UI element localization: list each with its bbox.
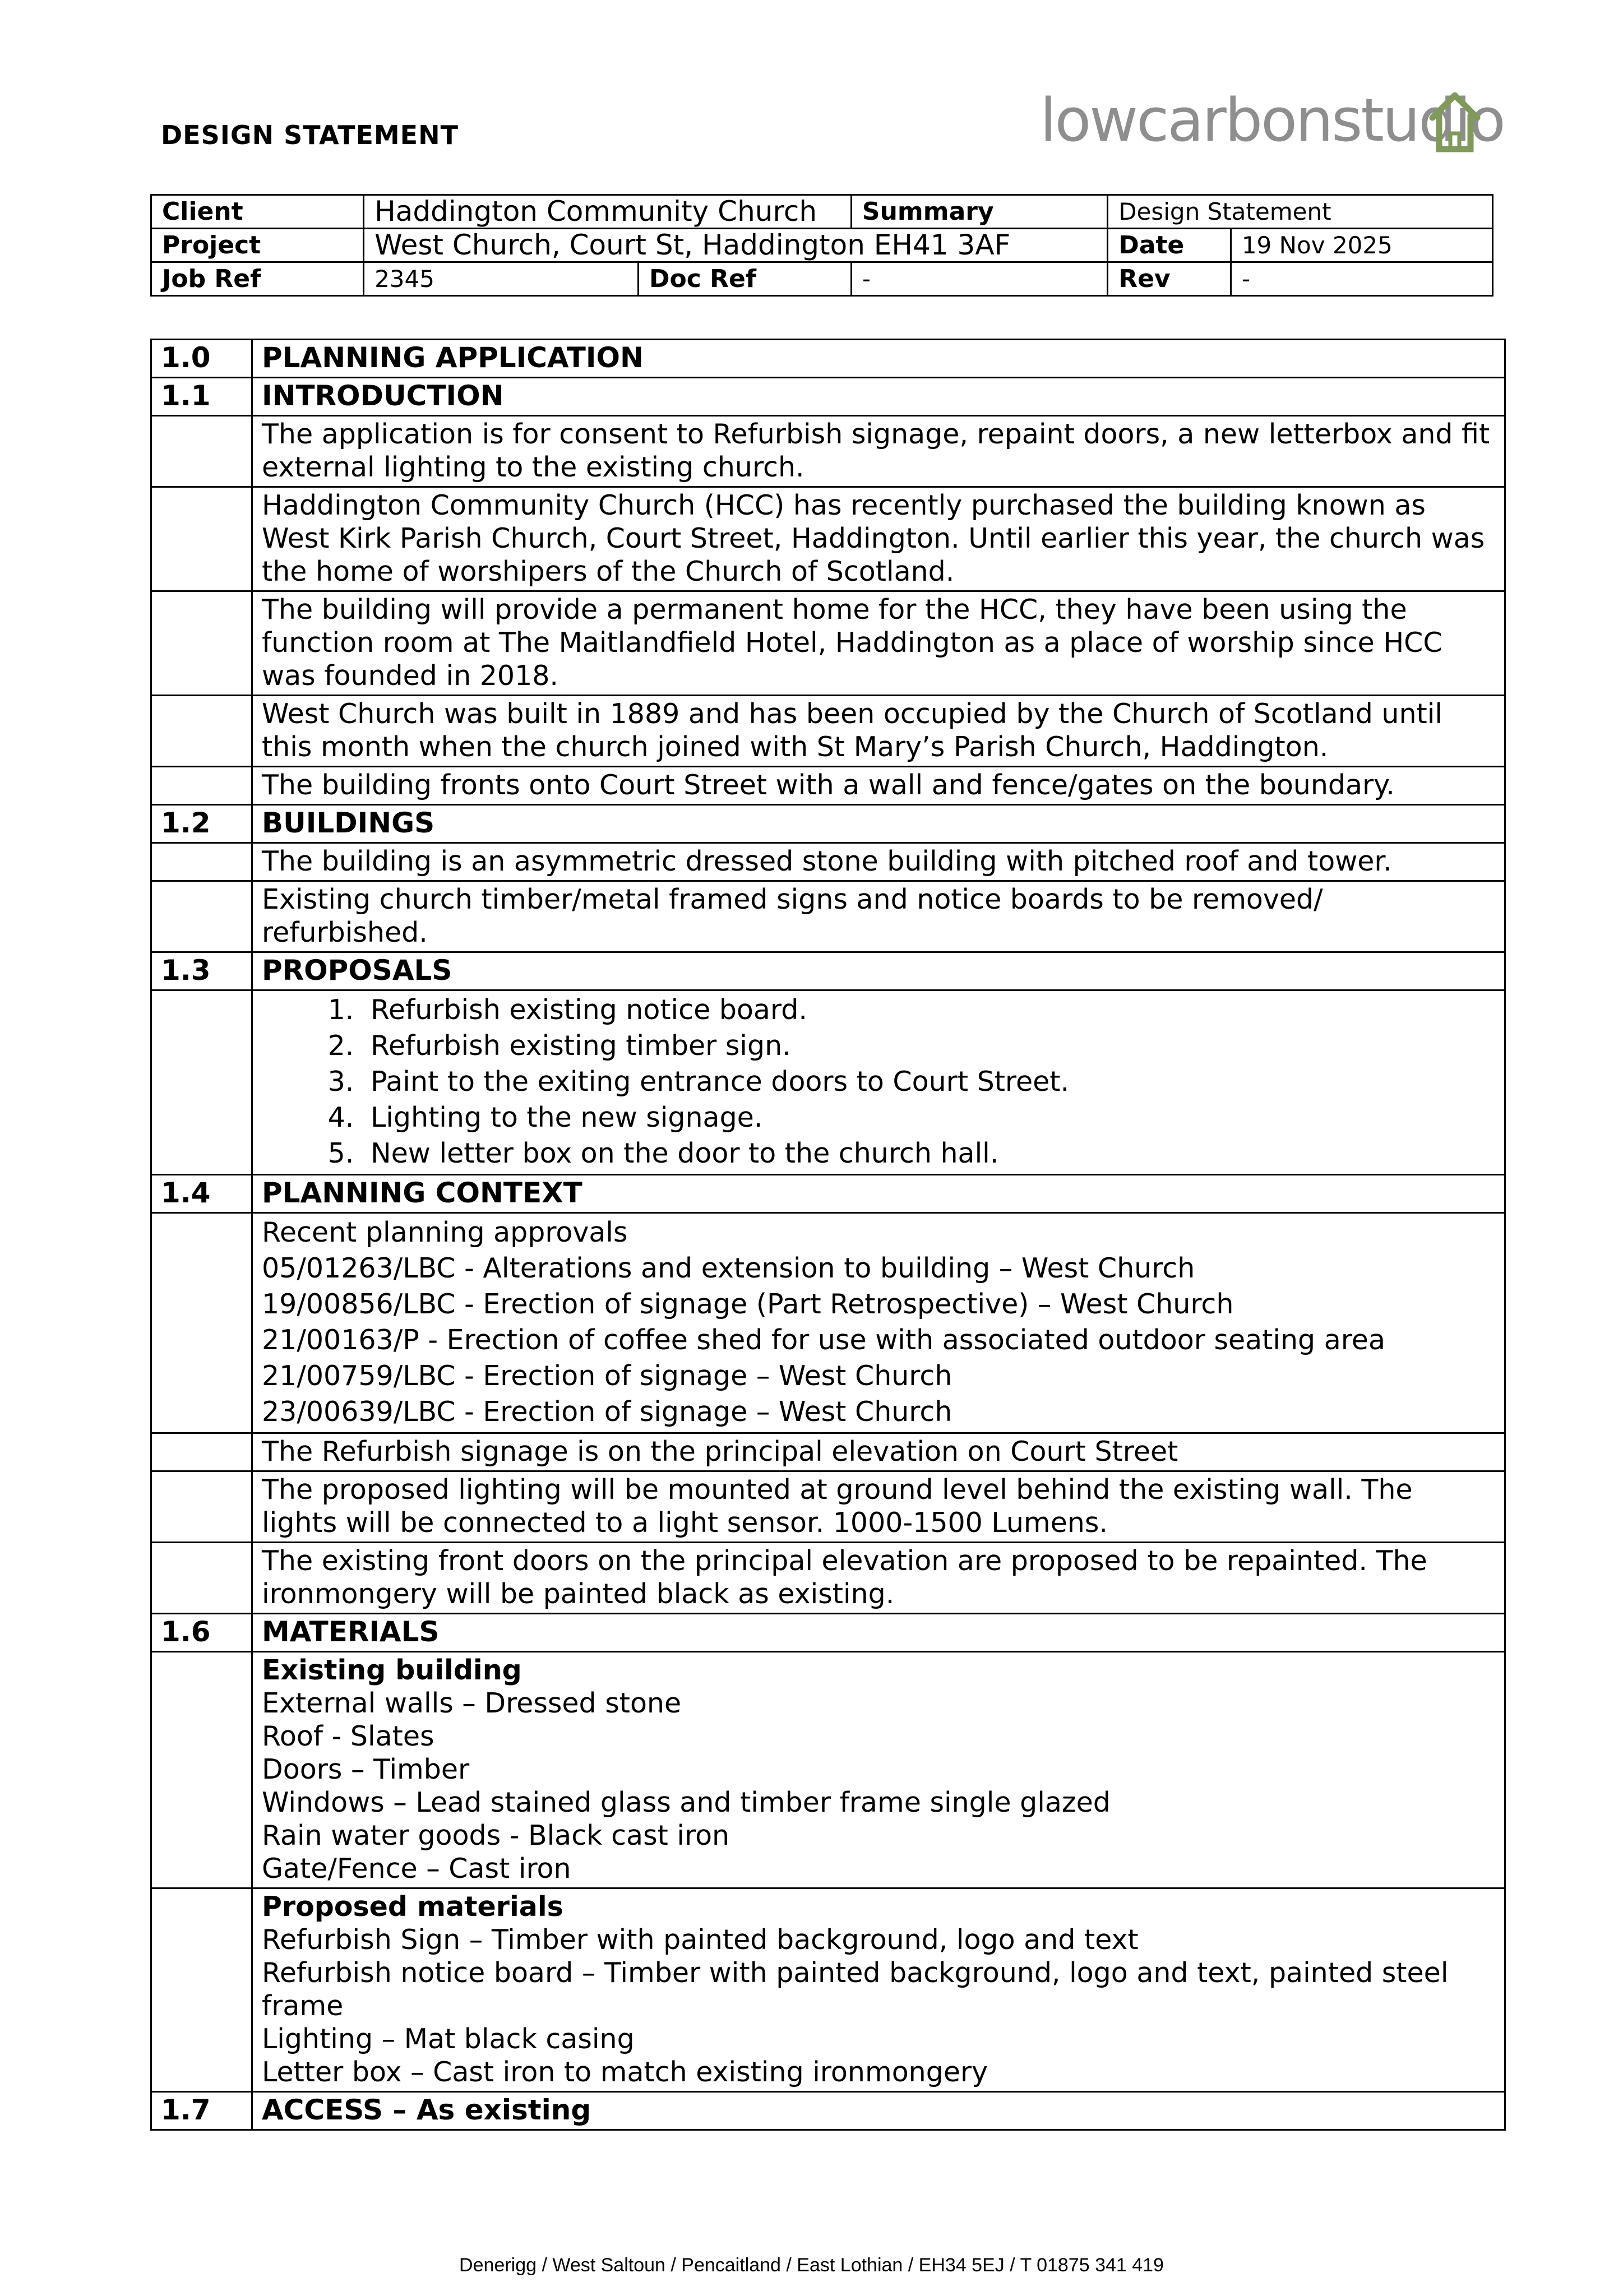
design-statement-table (150, 339, 1506, 2131)
company-logo (1040, 84, 1504, 157)
content-row (151, 1433, 1505, 1471)
material-item: Lighting – Mat black casing (262, 2023, 635, 2055)
paragraph: The Refurbish signage is on the principal elevation on Court Street (252, 1433, 1505, 1471)
list-item: 5. New letter box on the door to the church hall. (363, 1136, 1495, 1172)
material-item: Roof - Slates (262, 1720, 434, 1752)
section-row (151, 2092, 1505, 2130)
logo-text: lowcarbonstudio (1040, 86, 1504, 155)
material-item: Windows – Lead stained glass and timber frame single glazed (262, 1786, 1111, 1818)
docref-label: Doc Ref (638, 262, 851, 296)
content-row (151, 1652, 1505, 1888)
section-heading: MATERIALS (252, 1614, 1505, 1652)
list-item: 3. Paint to the exiting entrance doors to Court Street. (363, 1064, 1495, 1100)
section-number: 1.4 (151, 1175, 252, 1213)
section-number: 1.3 (151, 952, 252, 990)
material-item: Refurbish Sign – Timber with painted background, logo and text (262, 1924, 1139, 1956)
content-row (151, 767, 1505, 805)
paragraph: The existing front doors on the principal elevation are proposed to be repainted. The ironmongery will be painted black as existing. (252, 1543, 1505, 1614)
approval-item: 21/00163/P - Erection of coffee shed for use with associated outdoor seating area (262, 1324, 1385, 1356)
content-row (151, 696, 1505, 767)
paragraph: Haddington Community Church (HCC) has recently purchased the building known as West Kirk Parish Church, Court Street, Haddington. Until earlier this year, the church was the home of worshipers of the Church of Scotland. (252, 487, 1505, 591)
paragraph: West Church was built in 1889 and has been occupied by the Church of Scotland until this month when the church joined with St Mary’s Parish Church, Haddington. (252, 696, 1505, 767)
header-row-jobref (151, 262, 1493, 296)
material-item: Gate/Fence – Cast iron (262, 1853, 571, 1885)
rev-value: - (1231, 262, 1492, 296)
section-row (151, 340, 1505, 378)
section-number: 1.1 (151, 378, 252, 416)
header-row-project (151, 229, 1493, 262)
jobref-label: Job Ref (151, 262, 364, 296)
content-row (151, 1471, 1505, 1543)
section-heading: PROPOSALS (252, 952, 1505, 990)
content-row (151, 990, 1505, 1175)
jobref-value: 2345 (364, 262, 639, 296)
approval-item: 21/00759/LBC - Erection of signage – West Church (262, 1360, 952, 1392)
content-row (151, 1543, 1505, 1614)
summary-value: Design Statement (1108, 195, 1493, 229)
content-row (151, 591, 1505, 696)
section-row (151, 1175, 1505, 1213)
house-icon (1427, 89, 1483, 159)
approval-item: 19/00856/LBC - Erection of signage (Part Retrospective) – West Church (262, 1288, 1234, 1320)
page-footer: Denerigg / West Saltoun / Pencaitland / East Lothian / EH34 5EJ / T 01875 341 419 (459, 2255, 1164, 2276)
section-heading: PLANNING CONTEXT (252, 1175, 1505, 1213)
content-row (151, 843, 1505, 881)
section-row (151, 378, 1505, 416)
docref-value: - (851, 262, 1107, 296)
section-number: 1.6 (151, 1614, 252, 1652)
date-value: 19 Nov 2025 (1231, 229, 1492, 262)
approval-item: 23/00639/LBC - Erection of signage – West Church (262, 1396, 952, 1428)
header-row-client (151, 195, 1493, 229)
paragraph: The application is for consent to Refurbish signage, repaint doors, a new letterbox and fit external lighting to the existing church. (252, 416, 1505, 487)
paragraph: The proposed lighting will be mounted at ground level behind the existing wall. The lights will be connected to a light sensor. 1000-1500 Lumens. (252, 1471, 1505, 1543)
section-row (151, 1614, 1505, 1652)
section-heading: ACCESS – As existing (252, 2092, 1505, 2130)
content-row (151, 487, 1505, 591)
content-row (151, 1888, 1505, 2092)
list-item: 2. Refurbish existing timber sign. (363, 1028, 1495, 1064)
list-item: 4. Lighting to the new signage. (363, 1100, 1495, 1136)
section-heading: BUILDINGS (252, 805, 1505, 843)
proposed-materials-heading: Proposed materials (262, 1891, 563, 1923)
project-label: Project (151, 229, 364, 262)
section-heading: PLANNING APPLICATION (252, 340, 1505, 378)
content-row (151, 1213, 1505, 1433)
material-item: Refurbish notice board – Timber with painted background, logo and text, painted steel frame (262, 1957, 1449, 2022)
paragraph: The building fronts onto Court Street with a wall and fence/gates on the boundary. (252, 767, 1505, 805)
content-row (151, 881, 1505, 952)
material-item: Doors – Timber (262, 1753, 470, 1785)
client-label: Client (151, 195, 364, 229)
content-row (151, 416, 1505, 487)
rev-label: Rev (1108, 262, 1231, 296)
material-item: External walls – Dressed stone (262, 1687, 682, 1719)
approvals-heading: Recent planning approvals (262, 1216, 628, 1248)
paragraph: The building is an asymmetric dressed stone building with pitched roof and tower. (252, 843, 1505, 881)
section-number: 1.7 (151, 2092, 252, 2130)
project-value: West Church, Court St, Haddington EH41 3AF (364, 229, 1108, 262)
approval-item: 05/01263/LBC - Alterations and extension to building – West Church (262, 1252, 1195, 1284)
existing-materials-heading: Existing building (262, 1654, 522, 1686)
paragraph: Existing church timber/metal framed signs and notice boards to be removed/ refurbished. (252, 881, 1505, 952)
list-item: 1. Refurbish existing notice board. (363, 992, 1495, 1028)
summary-label: Summary (851, 195, 1107, 229)
header-info-table (150, 194, 1493, 297)
material-item: Letter box – Cast iron to match existing ironmongery (262, 2056, 988, 2088)
paragraph: The building will provide a permanent home for the HCC, they have been using the function room at The Maitlandfield Hotel, Haddington as a place of worship since HCC was founded in 2018. (252, 591, 1505, 696)
page-title: DESIGN STATEMENT (161, 120, 459, 150)
section-number: 1.0 (151, 340, 252, 378)
date-label: Date (1108, 229, 1231, 262)
proposals-list (262, 992, 1495, 1172)
section-number: 1.2 (151, 805, 252, 843)
section-row (151, 952, 1505, 990)
client-value: Haddington Community Church (364, 195, 852, 229)
section-row (151, 805, 1505, 843)
material-item: Rain water goods - Black cast iron (262, 1820, 730, 1851)
section-heading: INTRODUCTION (252, 378, 1505, 416)
